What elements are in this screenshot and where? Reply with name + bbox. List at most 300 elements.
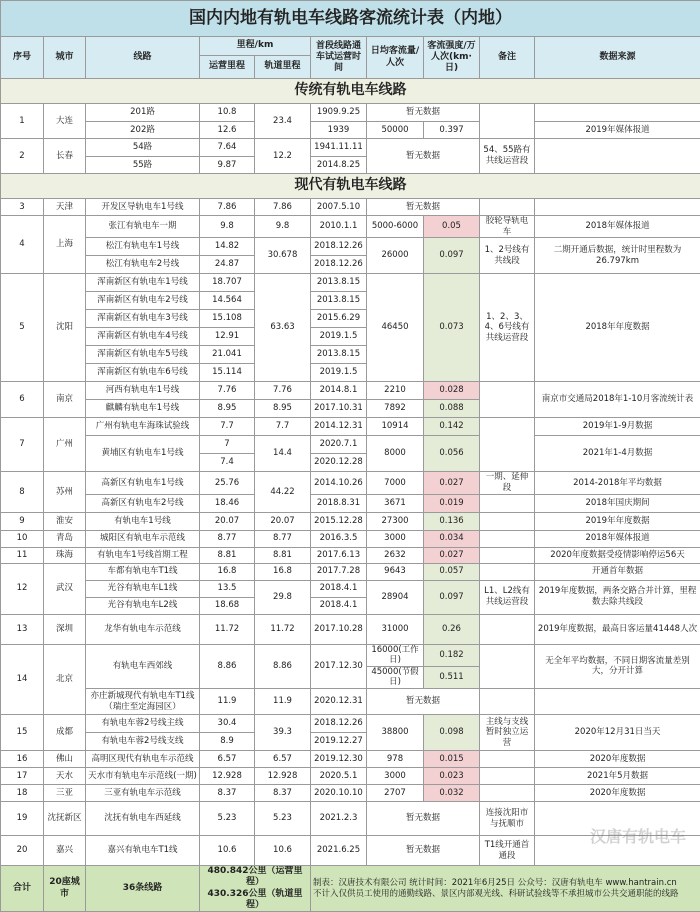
table-cell bbox=[535, 104, 700, 122]
table-cell: 7.76 bbox=[255, 382, 311, 400]
table-cell bbox=[480, 644, 535, 689]
section-modern: 现代有轨电车线路 bbox=[1, 174, 700, 199]
header-line: 线路 bbox=[86, 37, 200, 79]
table-cell: 高新区有轨电车1号线 bbox=[86, 472, 200, 494]
table-cell: 9.8 bbox=[255, 216, 311, 238]
table-cell: 2014.8.1 bbox=[311, 382, 367, 400]
table-row bbox=[1, 512, 700, 530]
table-cell: 54、55路有共线运营段 bbox=[480, 139, 535, 174]
table-cell: 14.4 bbox=[255, 436, 311, 472]
table-cell: 张江有轨电车一期 bbox=[86, 216, 200, 238]
table-cell: 0.019 bbox=[424, 494, 480, 512]
footer-lines: 36条线路 bbox=[86, 866, 200, 912]
table-cell: 0.073 bbox=[424, 274, 480, 382]
table-cell: 7.7 bbox=[200, 418, 255, 436]
table-cell: 7 bbox=[1, 418, 44, 472]
table-cell: 11 bbox=[1, 547, 44, 563]
footer-op-total: 480.842公里（运营里程） bbox=[202, 866, 308, 889]
table-cell: 2020.12.28 bbox=[311, 454, 367, 472]
table-row bbox=[1, 274, 700, 292]
table-cell: 无全年平均数据，不同日期客流量差别大，分开计算 bbox=[535, 644, 700, 689]
table-cell: 7.7 bbox=[255, 418, 311, 436]
table-cell: 0.097 bbox=[424, 580, 480, 614]
table-cell: 浑南新区有轨电车3号线 bbox=[86, 310, 200, 328]
table-cell: 麒麟有轨电车1号线 bbox=[86, 400, 200, 418]
table-cell: 天津 bbox=[44, 199, 86, 216]
table-cell: 有轨电车蓉2号线支线 bbox=[86, 733, 200, 751]
table-cell bbox=[480, 199, 535, 216]
table-cell: 0.26 bbox=[424, 614, 480, 644]
table-cell: 0.032 bbox=[424, 785, 480, 802]
table-cell: 0.136 bbox=[424, 512, 480, 530]
header-no: 序号 bbox=[1, 37, 44, 79]
table-cell: 苏州 bbox=[44, 472, 86, 512]
table-cell: 8.37 bbox=[255, 785, 311, 802]
table-cell: 11.9 bbox=[200, 689, 255, 715]
header-first-date: 首段线路通车试运营时间 bbox=[311, 37, 367, 79]
table-cell: 5000-6000 bbox=[367, 216, 424, 238]
table-cell: 6.57 bbox=[255, 751, 311, 768]
table-cell bbox=[480, 768, 535, 785]
table-cell: 车都有轨电车T1线 bbox=[86, 563, 200, 580]
table-cell: 14.82 bbox=[200, 238, 255, 256]
table-row bbox=[1, 436, 700, 454]
table-cell: 8.81 bbox=[255, 547, 311, 563]
table-cell: 2020年度数据 bbox=[535, 751, 700, 768]
table-cell: 54路 bbox=[86, 139, 200, 157]
table-cell: 0.142 bbox=[424, 418, 480, 436]
table-cell bbox=[480, 104, 535, 139]
table-cell: 沈抚有轨电车西延线 bbox=[86, 802, 200, 836]
table-cell: 44.22 bbox=[255, 472, 311, 512]
table-row bbox=[1, 547, 700, 563]
table-cell: 2 bbox=[1, 139, 44, 174]
table-cell: 2014.10.26 bbox=[311, 472, 367, 494]
table-cell: 2016.3.5 bbox=[311, 530, 367, 547]
table-row bbox=[1, 563, 700, 580]
table-cell: 三亚有轨电车示范线 bbox=[86, 785, 200, 802]
table-cell: 55路 bbox=[86, 157, 200, 174]
table-cell: 11.72 bbox=[255, 614, 311, 644]
table-cell: 0.027 bbox=[424, 472, 480, 494]
table-cell: 浑南新区有轨电车1号线 bbox=[86, 274, 200, 292]
table-cell bbox=[535, 802, 700, 836]
table-cell: 2021.6.25 bbox=[311, 836, 367, 866]
table-cell: 14.564 bbox=[200, 292, 255, 310]
table-cell: 成都 bbox=[44, 715, 86, 751]
table-cell: 12.6 bbox=[200, 122, 255, 139]
table-cell: 8.81 bbox=[200, 547, 255, 563]
table-cell: 14 bbox=[1, 644, 44, 715]
table-cell: 2021年1-4月数据 bbox=[535, 436, 700, 472]
table-cell bbox=[480, 418, 535, 472]
table-cell: 0.034 bbox=[424, 530, 480, 547]
section-traditional: 传统有轨电车线路 bbox=[1, 79, 700, 104]
table-cell: 7.4 bbox=[200, 454, 255, 472]
table-cell: 7 bbox=[200, 436, 255, 454]
table-row bbox=[1, 216, 700, 238]
table-cell: 30.4 bbox=[200, 715, 255, 733]
table-cell bbox=[535, 139, 700, 174]
table-cell: 广州 bbox=[44, 418, 86, 472]
table-cell: 0.023 bbox=[424, 768, 480, 785]
table-cell: 2019年1-9月数据 bbox=[535, 418, 700, 436]
header-note: 备注 bbox=[480, 37, 535, 79]
table-cell: 978 bbox=[367, 751, 424, 768]
table-cell: 2707 bbox=[367, 785, 424, 802]
table-cell: 8.86 bbox=[200, 644, 255, 689]
table-cell: 暂无数据 bbox=[367, 139, 480, 174]
table-cell: 7000 bbox=[367, 472, 424, 494]
header-daily: 日均客流量/人次 bbox=[367, 37, 424, 79]
table-row bbox=[1, 785, 700, 802]
table-cell: 10914 bbox=[367, 418, 424, 436]
table-cell: 有轨电车1号线首期工程 bbox=[86, 547, 200, 563]
table-cell: 10.6 bbox=[200, 836, 255, 866]
table-cell: 10.6 bbox=[255, 836, 311, 866]
table-cell: T1线开通首通段 bbox=[480, 836, 535, 866]
table-row bbox=[1, 530, 700, 547]
footer-mileage bbox=[200, 866, 311, 912]
table-cell: 0.05 bbox=[424, 216, 480, 238]
table-cell: 7892 bbox=[367, 400, 424, 418]
table-cell: 50000 bbox=[367, 122, 424, 139]
table-cell: 浑南新区有轨电车6号线 bbox=[86, 364, 200, 382]
table-cell: 7.86 bbox=[255, 199, 311, 216]
table-cell: 8.77 bbox=[200, 530, 255, 547]
table-cell: 18.68 bbox=[200, 597, 255, 614]
table-cell: 39.3 bbox=[255, 715, 311, 751]
table-cell: 29.8 bbox=[255, 580, 311, 614]
table-cell: 30.678 bbox=[255, 238, 311, 274]
table-cell: 13 bbox=[1, 614, 44, 644]
header-op-km: 运营里程 bbox=[200, 56, 255, 79]
table-cell: 开发区导轨电车1号线 bbox=[86, 199, 200, 216]
table-cell: 3000 bbox=[367, 768, 424, 785]
table-cell: 15 bbox=[1, 715, 44, 751]
table-cell: 暂无数据 bbox=[367, 802, 480, 836]
table-cell: 嘉兴有轨电车T1线 bbox=[86, 836, 200, 866]
table-cell: 沈阳 bbox=[44, 274, 86, 382]
table-cell: 有轨电车蓉2号线主线 bbox=[86, 715, 200, 733]
table-cell: 2019年媒体报道 bbox=[535, 122, 700, 139]
table-row bbox=[1, 139, 700, 157]
table-cell: 2019年年度数据 bbox=[535, 512, 700, 530]
table-cell: 暂无数据 bbox=[367, 836, 480, 866]
table-cell: 27300 bbox=[367, 512, 424, 530]
table-cell: 2015.6.29 bbox=[311, 310, 367, 328]
table-cell: 3 bbox=[1, 199, 44, 216]
table-row bbox=[1, 199, 700, 216]
table-cell: 46450 bbox=[367, 274, 424, 382]
table-cell: 光谷有轨电车L1线 bbox=[86, 580, 200, 597]
table-cell: 0.057 bbox=[424, 563, 480, 580]
table-cell: 2010.1.1 bbox=[311, 216, 367, 238]
table-row bbox=[1, 614, 700, 644]
table-cell: 2018年国庆期间 bbox=[535, 494, 700, 512]
table-cell bbox=[480, 547, 535, 563]
table-cell: 2018.8.31 bbox=[311, 494, 367, 512]
table-cell: 3000 bbox=[367, 530, 424, 547]
table-cell: 45000(节假日) bbox=[367, 666, 424, 688]
table-cell bbox=[535, 689, 700, 715]
table-cell: 南京 bbox=[44, 382, 86, 418]
header-city: 城市 bbox=[44, 37, 86, 79]
table-cell: 2020.12.31 bbox=[311, 689, 367, 715]
table-row bbox=[1, 494, 700, 512]
table-cell: 24.87 bbox=[200, 256, 255, 274]
table-cell: 2020.7.1 bbox=[311, 436, 367, 454]
table-cell: 2014.8.25 bbox=[311, 157, 367, 174]
table-cell: 0.027 bbox=[424, 547, 480, 563]
table-cell: 8000 bbox=[367, 436, 424, 472]
table-cell: 1、2、3、4、6号线有共线运营段 bbox=[480, 274, 535, 382]
footer-note bbox=[311, 866, 700, 912]
table-cell: 23.4 bbox=[255, 104, 311, 139]
table-row bbox=[1, 715, 700, 733]
table-cell: 8 bbox=[1, 472, 44, 512]
footer-label: 合计 bbox=[1, 866, 44, 912]
table-cell: 7.64 bbox=[200, 139, 255, 157]
table-cell: 12.928 bbox=[255, 768, 311, 785]
table-cell bbox=[480, 614, 535, 644]
table-cell: 0.015 bbox=[424, 751, 480, 768]
table-cell: 上海 bbox=[44, 216, 86, 274]
table-cell: 2018年年度数据 bbox=[535, 274, 700, 382]
table-cell: 浑南新区有轨电车2号线 bbox=[86, 292, 200, 310]
table-cell: 2013.8.15 bbox=[311, 274, 367, 292]
table-cell: 2020.10.10 bbox=[311, 785, 367, 802]
table-cell: 佛山 bbox=[44, 751, 86, 768]
table-cell: 8.86 bbox=[255, 644, 311, 689]
table-cell: 17 bbox=[1, 768, 44, 785]
table-cell: 2017.10.28 bbox=[311, 614, 367, 644]
table-cell: 19 bbox=[1, 802, 44, 836]
table-cell: 黄埔区有轨电车1号线 bbox=[86, 436, 200, 472]
table-cell: 63.63 bbox=[255, 274, 311, 382]
table-cell: 2017.6.13 bbox=[311, 547, 367, 563]
table-cell: 8.37 bbox=[200, 785, 255, 802]
table-cell bbox=[480, 512, 535, 530]
table-cell: 7.86 bbox=[200, 199, 255, 216]
table-cell: 胶轮导轨电车 bbox=[480, 216, 535, 238]
table-cell: 1 bbox=[1, 104, 44, 139]
table-cell: 浑南新区有轨电车4号线 bbox=[86, 328, 200, 346]
table-cell: 松江有轨电车1号线 bbox=[86, 238, 200, 256]
table-cell: 高新区有轨电车2号线 bbox=[86, 494, 200, 512]
table-cell: 2017.10.31 bbox=[311, 400, 367, 418]
table-cell: 0.088 bbox=[424, 400, 480, 418]
table-row bbox=[1, 122, 700, 139]
table-row bbox=[1, 472, 700, 494]
table-cell: 2013.8.15 bbox=[311, 346, 367, 364]
table-cell: 10.8 bbox=[200, 104, 255, 122]
table-cell: 长春 bbox=[44, 139, 86, 174]
table-cell: 2017.7.28 bbox=[311, 563, 367, 580]
table-cell: 9643 bbox=[367, 563, 424, 580]
table-cell: 201路 bbox=[86, 104, 200, 122]
table-row bbox=[1, 382, 700, 400]
header-mileage: 里程/km bbox=[200, 37, 311, 56]
table-cell: 2018年媒体报道 bbox=[535, 216, 700, 238]
table-cell: 18.46 bbox=[200, 494, 255, 512]
table-cell: 淮安 bbox=[44, 512, 86, 530]
table-cell: 2014.12.31 bbox=[311, 418, 367, 436]
table-cell: 2014-2018年平均数据 bbox=[535, 472, 700, 494]
table-cell: 高明区现代有轨电车示范线 bbox=[86, 751, 200, 768]
table-cell: 8.9 bbox=[200, 733, 255, 751]
table-cell: 1、2号线有共线段 bbox=[480, 238, 535, 274]
watermark: 汉唐有轨电车 bbox=[590, 824, 686, 847]
table-cell: 2021.2.3 bbox=[311, 802, 367, 836]
table-cell: 8.95 bbox=[200, 400, 255, 418]
table-cell: 31000 bbox=[367, 614, 424, 644]
table-cell: 5.23 bbox=[255, 802, 311, 836]
table-cell: 6 bbox=[1, 382, 44, 418]
table-cell: 20.07 bbox=[255, 512, 311, 530]
table-cell: 15.114 bbox=[200, 364, 255, 382]
table-cell: 18.707 bbox=[200, 274, 255, 292]
table-cell: 南京市交通局2018年1-10月客流统计表 bbox=[535, 382, 700, 418]
table-row bbox=[1, 580, 700, 597]
table-cell: 20.07 bbox=[200, 512, 255, 530]
table-cell: 暂无数据 bbox=[367, 199, 480, 216]
table-title: 国内内地有轨电车线路客流统计表（内地） bbox=[1, 1, 700, 37]
table-cell: 浑南新区有轨电车5号线 bbox=[86, 346, 200, 364]
table-cell: 沈抚新区 bbox=[44, 802, 86, 836]
table-cell: 20 bbox=[1, 836, 44, 866]
table-cell: 12.928 bbox=[200, 768, 255, 785]
table-cell: 2019.1.5 bbox=[311, 328, 367, 346]
table-row bbox=[1, 104, 700, 122]
table-cell: 2018.4.1 bbox=[311, 580, 367, 597]
table-cell: 亦庄新城现代有轨电车T1线（瑞庄至定海园区） bbox=[86, 689, 200, 715]
table-cell: 暂无数据 bbox=[367, 104, 480, 122]
table-cell: 0.182 bbox=[424, 644, 480, 666]
table-cell: 2020年度数据受疫情影响停运56天 bbox=[535, 547, 700, 563]
table-cell: 松江有轨电车2号线 bbox=[86, 256, 200, 274]
footer-note-1: 制表：汉唐技术有限公司 统计时间：2021年6月25日 公众号：汉唐有轨电车 www.hantrain.cn bbox=[313, 878, 698, 889]
table-cell: 0.098 bbox=[424, 715, 480, 751]
table-cell: 7.76 bbox=[200, 382, 255, 400]
table-cell: 8.77 bbox=[255, 530, 311, 547]
table-cell: 10 bbox=[1, 530, 44, 547]
table-cell: 三亚 bbox=[44, 785, 86, 802]
table-cell: 光谷有轨电车L2线 bbox=[86, 597, 200, 614]
table-cell: 5 bbox=[1, 274, 44, 382]
table-cell: 5.23 bbox=[200, 802, 255, 836]
table-cell: 有轨电车1号线 bbox=[86, 512, 200, 530]
table-cell: 2020年12月31日当天 bbox=[535, 715, 700, 751]
table-cell: 广州有轨电车海珠试验线 bbox=[86, 418, 200, 436]
header-source: 数据来源 bbox=[535, 37, 700, 79]
table-row bbox=[1, 689, 700, 715]
table-cell: 有轨电车西郊线 bbox=[86, 644, 200, 689]
table-cell: 3671 bbox=[367, 494, 424, 512]
table-cell bbox=[480, 785, 535, 802]
table-cell: 2019.12.27 bbox=[311, 733, 367, 751]
table-cell: 9.87 bbox=[200, 157, 255, 174]
table-cell: 0.028 bbox=[424, 382, 480, 400]
table-cell bbox=[535, 199, 700, 216]
table-cell: 武汉 bbox=[44, 563, 86, 614]
table-cell: 25.76 bbox=[200, 472, 255, 494]
table-cell: 二期开通后数据，统计时里程数为26.797km bbox=[535, 238, 700, 274]
header-track-km: 轨道里程 bbox=[255, 56, 311, 79]
table-cell: 1909.9.25 bbox=[311, 104, 367, 122]
table-cell: 12.2 bbox=[255, 139, 311, 174]
table-cell: 天水市有轨电车示范线(一期) bbox=[86, 768, 200, 785]
table-cell: 大连 bbox=[44, 104, 86, 139]
table-row bbox=[1, 836, 700, 866]
table-cell bbox=[480, 689, 535, 715]
table-cell bbox=[480, 563, 535, 580]
table-cell: 38800 bbox=[367, 715, 424, 751]
table-row bbox=[1, 751, 700, 768]
table-row bbox=[1, 418, 700, 436]
table-cell: 12.91 bbox=[200, 328, 255, 346]
table-cell: 2020.5.1 bbox=[311, 768, 367, 785]
table-cell: 0.097 bbox=[424, 238, 480, 274]
table-cell: 1939 bbox=[311, 122, 367, 139]
table-cell: 2015.12.28 bbox=[311, 512, 367, 530]
footer-track-total: 430.326公里（轨道里程） bbox=[202, 889, 308, 912]
table-cell: 0.056 bbox=[424, 436, 480, 472]
footer-cities: 20座城市 bbox=[44, 866, 86, 912]
table-cell: 暂无数据 bbox=[367, 689, 480, 715]
table-cell bbox=[480, 751, 535, 768]
table-cell: 11.9 bbox=[255, 689, 311, 715]
table-cell bbox=[480, 530, 535, 547]
table-cell: 2019年度数据，最高日客运量41448人次 bbox=[535, 614, 700, 644]
table-row bbox=[1, 644, 700, 666]
table-cell: 城阳区有轨电车示范线 bbox=[86, 530, 200, 547]
header-intensity: 客流强度/万人次(km·日) bbox=[424, 37, 480, 79]
table-row bbox=[1, 238, 700, 256]
table-cell: 青岛 bbox=[44, 530, 86, 547]
table-cell: 深圳 bbox=[44, 614, 86, 644]
table-cell: 2017.12.30 bbox=[311, 644, 367, 689]
table-cell: 2019.12.30 bbox=[311, 751, 367, 768]
table-row bbox=[1, 768, 700, 785]
table-cell: 河西有轨电车1号线 bbox=[86, 382, 200, 400]
table-cell: 嘉兴 bbox=[44, 836, 86, 866]
table-cell: 2019.1.5 bbox=[311, 364, 367, 382]
table-cell: 4 bbox=[1, 216, 44, 274]
table-cell: 2018.4.1 bbox=[311, 597, 367, 614]
table-cell: 2018.12.26 bbox=[311, 715, 367, 733]
table-cell: 15.108 bbox=[200, 310, 255, 328]
table-cell: 13.5 bbox=[200, 580, 255, 597]
table-cell: 12 bbox=[1, 563, 44, 614]
table-cell: 6.57 bbox=[200, 751, 255, 768]
table-cell bbox=[480, 382, 535, 418]
table-cell: 18 bbox=[1, 785, 44, 802]
table-cell: 16.8 bbox=[200, 563, 255, 580]
table-cell bbox=[535, 836, 700, 866]
table-cell: 11.72 bbox=[200, 614, 255, 644]
table-cell: 主线与支线暂时独立运营 bbox=[480, 715, 535, 751]
table-cell: 龙华有轨电车示范线 bbox=[86, 614, 200, 644]
footer-note-2: 不计入仅供员工使用的通勤线路、景区内部观光线、科研试验线等不承担城市公共交通职能的线路 bbox=[313, 889, 698, 900]
table-cell: 0.511 bbox=[424, 666, 480, 688]
table-row bbox=[1, 802, 700, 836]
table-cell: 2018年媒体报道 bbox=[535, 530, 700, 547]
table-cell: L1、L2线有共线运营段 bbox=[480, 580, 535, 614]
table-cell: 21.041 bbox=[200, 346, 255, 364]
table-cell: 16000(工作日) bbox=[367, 644, 424, 666]
table-cell: 2020年度数据 bbox=[535, 785, 700, 802]
